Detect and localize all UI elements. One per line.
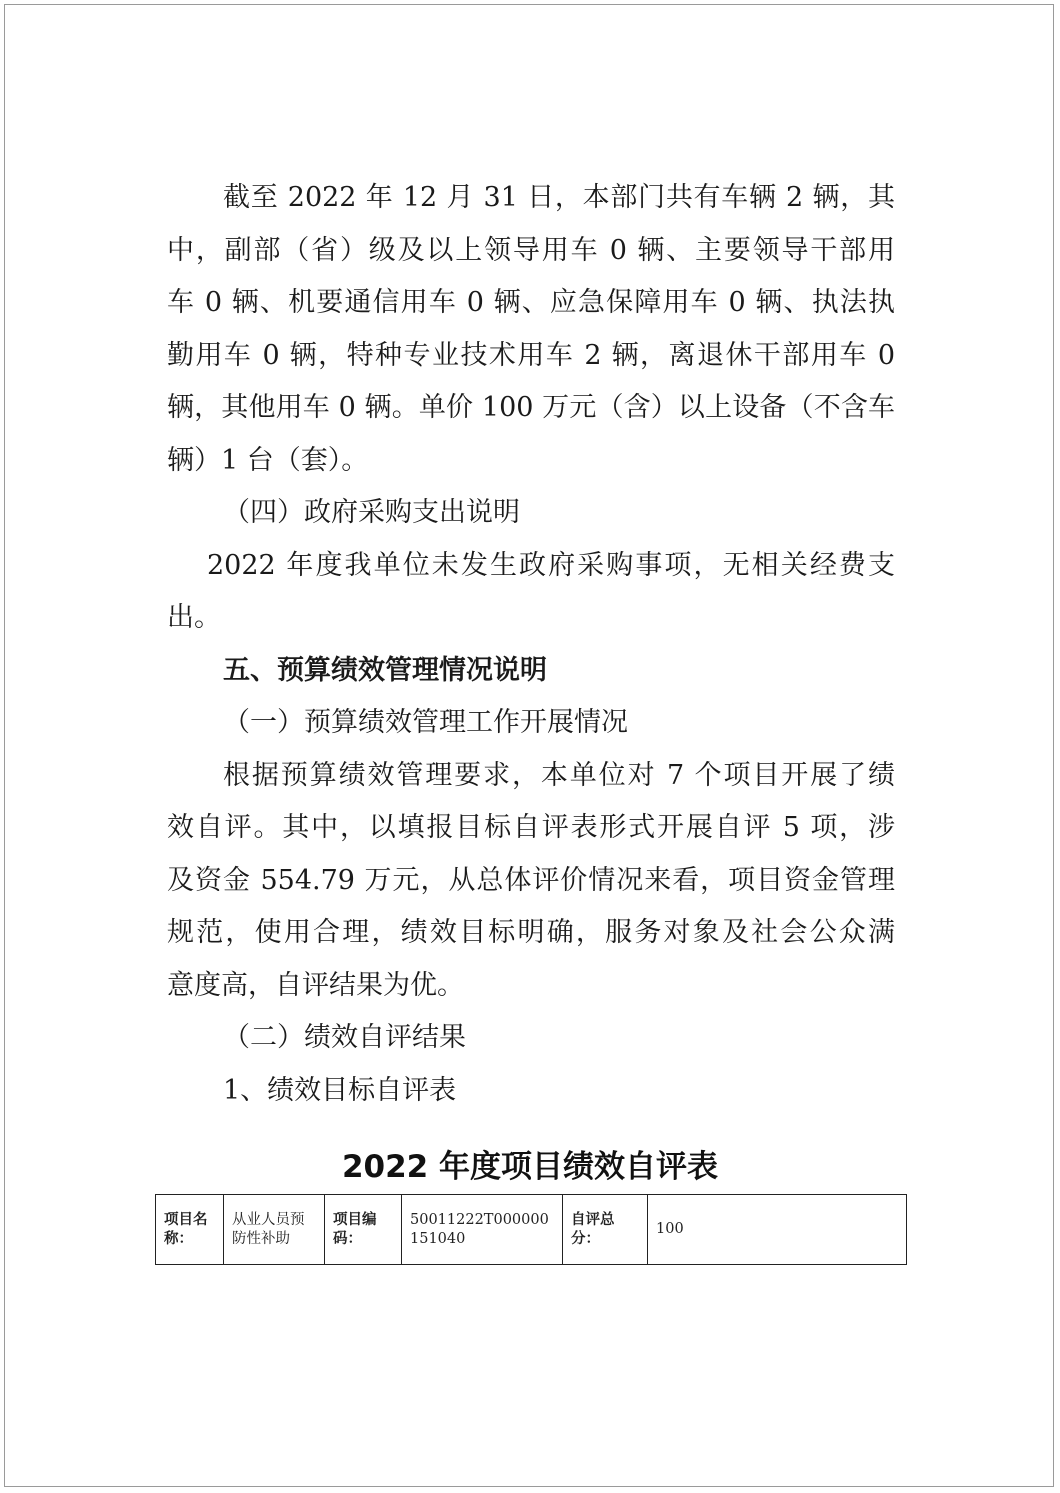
project-name-label: 项目名称： bbox=[156, 1195, 224, 1265]
text-line: 根据预算绩效管理要求，本单位对 7 个项目开展了绩 bbox=[223, 759, 895, 791]
heading-section-5-1: （一）预算绩效管理工作开展情况 bbox=[223, 707, 628, 738]
list-item-self-evaluation-table: 1、绩效目标自评表 bbox=[223, 1074, 457, 1106]
text-line: 勤用车 0 辆，特种专业技术用车 2 辆，离退休干部用车 0 bbox=[167, 339, 895, 371]
text-line: 规范，使用合理，绩效目标明确，服务对象及社会公众满 bbox=[167, 917, 895, 948]
score-value: 100 bbox=[648, 1195, 907, 1265]
text-line: 出。 bbox=[167, 602, 221, 633]
text-line: 辆，其他用车 0 辆。单价 100 万元（含）以上设备（不含车 bbox=[167, 392, 895, 423]
paragraph-vehicles bbox=[167, 172, 895, 487]
score-label: 自评总分： bbox=[563, 1195, 648, 1265]
paragraph-gov-purchase bbox=[167, 540, 895, 645]
project-code-value: 50011222T000000151040 bbox=[402, 1195, 563, 1265]
text-line: 中，副部（省）级及以上领导用车 0 辆、主要领导干部用 bbox=[167, 234, 895, 266]
performance-table bbox=[155, 1194, 907, 1265]
table-row bbox=[156, 1195, 907, 1265]
text-line: 意度高，自评结果为优。 bbox=[167, 969, 464, 1001]
table-title: 2022 年度项目绩效自评表 bbox=[341, 1149, 719, 1185]
paragraph-budget-performance bbox=[167, 750, 895, 1013]
project-name-value: 从业人员预防性补助 bbox=[224, 1195, 325, 1265]
project-code-label: 项目编码： bbox=[325, 1195, 402, 1265]
text-line: 截至 2022 年 12 月 31 日，本部门共有车辆 2 辆，其 bbox=[223, 182, 895, 213]
heading-section-5: 五、预算绩效管理情况说明 bbox=[223, 654, 547, 686]
heading-gov-purchase: （四）政府采购支出说明 bbox=[223, 497, 520, 528]
text-line: 辆）1 台（套）。 bbox=[167, 444, 369, 476]
text-line: 及资金 554.79 万元，从总体评价情况来看，项目资金管理 bbox=[167, 864, 895, 896]
text-line: 车 0 辆、机要通信用车 0 辆、应急保障用车 0 辆、执法执 bbox=[167, 287, 895, 318]
text-line: 2022 年度我单位未发生政府采购事项，无相关经费支 bbox=[207, 549, 895, 581]
text-line: 效自评。其中，以填报目标自评表形式开展自评 5 项，涉 bbox=[167, 812, 895, 843]
document-body bbox=[167, 172, 895, 1117]
heading-section-5-2: （二）绩效自评结果 bbox=[223, 1022, 466, 1053]
